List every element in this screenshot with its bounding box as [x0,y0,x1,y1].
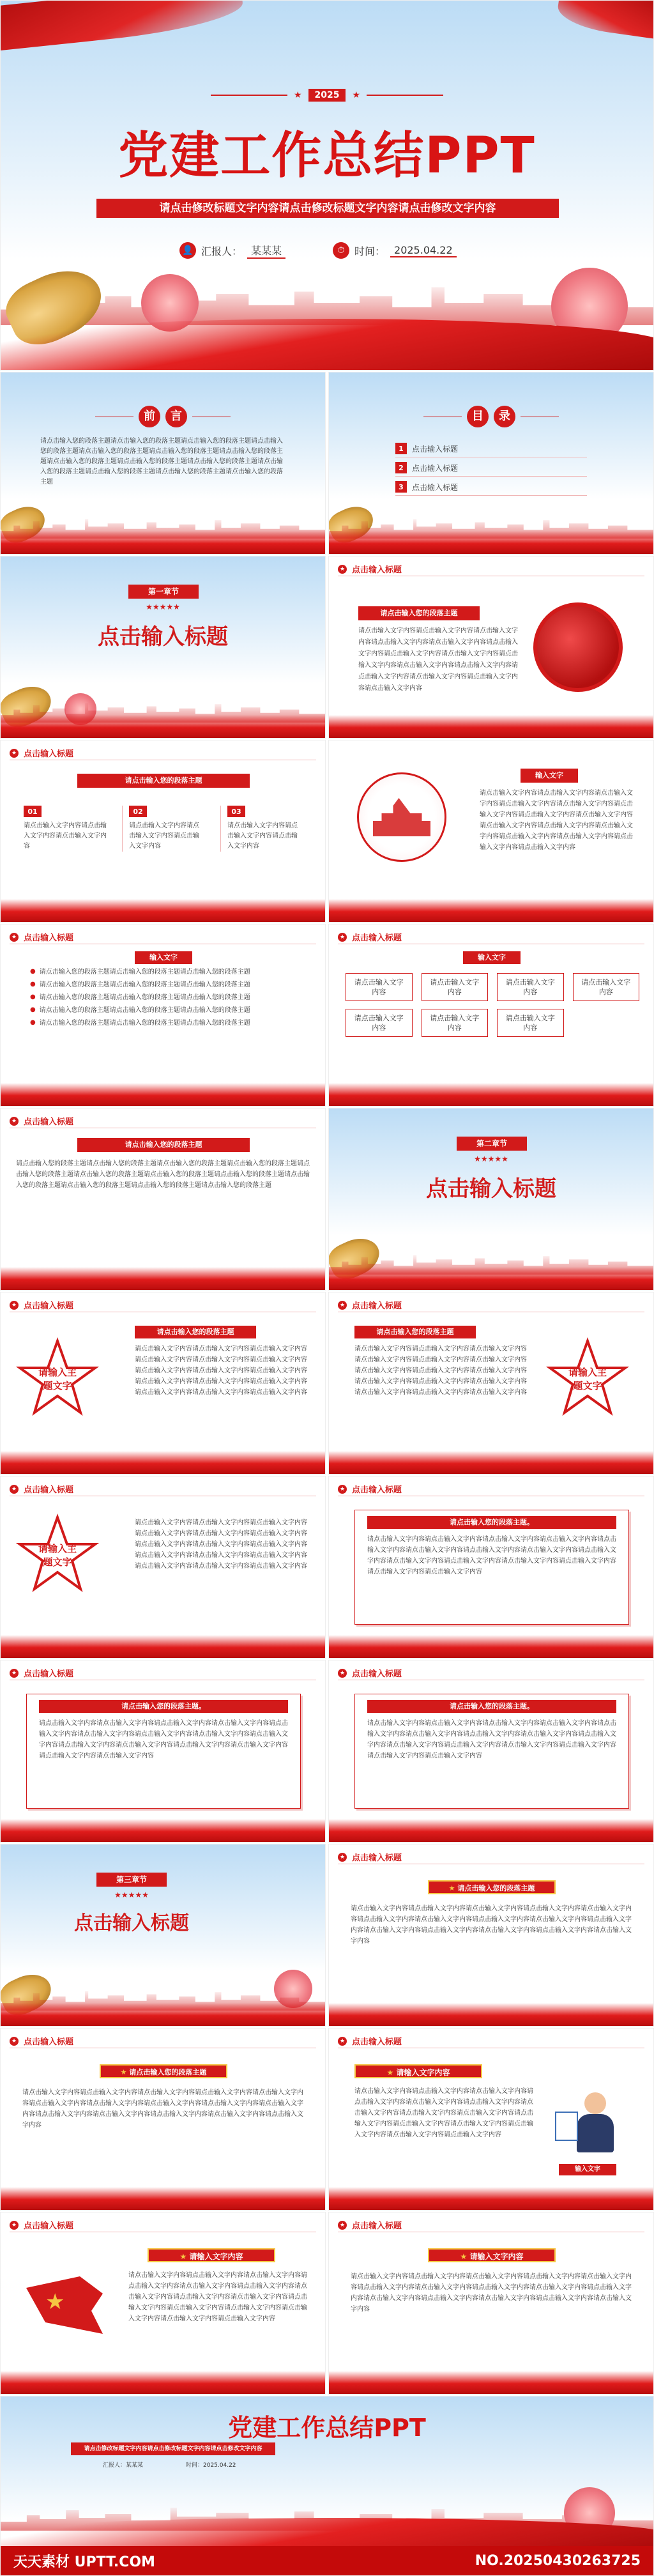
text-box[interactable]: 请点击输入文字内容 [422,1009,489,1037]
para-title[interactable]: ★ 请点击输入您的段落主题 [428,1880,556,1894]
section-title[interactable]: 点击输入标题 [74,1912,189,1935]
preface-text[interactable]: 请点击输入您的段落主题请点击输入您的段落主题请点击输入您的段落主题请点击输入您的段落主题请点击输入您的段落主题请点击输入您的段落主题请点击输入您的段落主题请点击输入您的段落主题请点击输入您的段落主题请点击输入您的段落主题请点击输入您的段落主题请点击输入您的段落主题请点击输入您的段落主题请点击输入您的段落主题 [40,438,283,486]
cover-slide[interactable] [0,0,654,371]
preface-slide[interactable] [0,372,326,555]
para-text[interactable]: 请点击输入文字内容请点击输入文字内容请点击输入文字内容请点击输入文字内容请点击输入文字内容请点击输入文字内容请点击输入文字内容请点击输入文字内容请点击输入文字内容请点击输入文字内容请点击输入文字内容请点击输入文字内容请点击输入文字内容请点击输入文字内容请点击输入文字内容 [351,2273,632,2313]
bullet-item[interactable]: ● 请点击输入您的段落主题请点击输入您的段落主题请点击输入您的段落主题 [30,968,250,976]
slide-header: ★ 点击输入标题 [338,931,402,943]
reporter-name[interactable]: 某某某 [247,243,285,259]
input-content-title[interactable]: ★ 请输入文字内容 [354,2064,482,2078]
content-slide-person[interactable] [328,2028,654,2211]
end-time: 时间：2025.04.22 [186,2462,236,2469]
bullet-list [30,968,298,1032]
watermark-brand: 天天素材 UPTT.COM [13,2554,155,2570]
cover-subtitle[interactable]: 请点击修改标题文字内容请点击修改标题文字内容请点击修改文字内容 [96,199,559,218]
clock-icon: ⏱ [333,242,349,259]
reporter-label: 汇报人： [201,245,243,257]
section1-slide[interactable] [0,556,326,739]
person-illustration [552,2086,623,2156]
red-wave [329,1083,653,1106]
reporter-info [179,242,285,259]
star-text[interactable]: 请输入主题文字 [38,1367,77,1392]
slide-header: ★ 点击输入标题 [10,2219,73,2231]
star-text[interactable]: 请输入主题文字 [568,1367,607,1392]
time-value[interactable]: 2025.04.22 [390,244,457,257]
red-wave [1,1451,325,1474]
toc-heading: 目 录 [329,406,653,427]
red-wave [1,1819,325,1842]
document-icon [555,2112,578,2141]
para-text[interactable]: 请点击输入您的段落主题请点击输入您的段落主题请点击输入您的段落主题请点击输入您的段落主题请点击输入您的段落主题请点击输入您的段落主题请点击输入您的段落主题请点击输入您的段落主题请点击输入您的段落主题请点击输入您的段落主题请点击输入您的段落主题请点击输入您的段落主题 [16,1160,310,1189]
red-wave [329,899,653,922]
col-3[interactable]: 03 请点击输入文字内容请点击输入文字内容请点击输入文字内容 [220,806,303,852]
toc-item[interactable]: 3 点击输入标题 [395,481,587,496]
user-icon: 👤 [179,242,196,259]
content-slide-star-left-2[interactable] [0,1476,326,1659]
time-label: 时间： [354,245,386,257]
section3-slide[interactable] [0,1844,326,2027]
red-silk [0,319,654,370]
red-wave [329,2003,653,2026]
toc-slide[interactable] [328,372,654,555]
slide-header: ★ 点击输入标题 [10,747,73,759]
content-slide-paper-3[interactable] [328,1660,654,1843]
text-box[interactable]: 请点击输入文字内容 [497,1009,564,1037]
section-title[interactable]: 点击输入标题 [98,624,228,650]
bullet-item[interactable]: ● 请点击输入您的段落主题请点击输入您的段落主题请点击输入您的段落主题 [30,1019,250,1027]
red-silk [0,2518,654,2550]
slide-header: ★ 点击输入标题 [338,1483,402,1495]
input-content-title[interactable]: ★ 请输入文字内容 [148,2248,275,2262]
para-text[interactable]: 请点击输入文字内容请点击输入文字内容请点击输入文字内容请点击输入文字内容请点击输入文字内容请点击输入文字内容请点击输入文字内容请点击输入文字内容请点击输入文字内容请点击输入文字内容请点击输入文字内容请点击输入文字内容请点击输入文字内容请点击输入文字内容请点击输入文字内容 [367,1536,616,1575]
box-grid [346,973,639,1037]
section-stars: ★★★★★ [114,1890,149,1899]
section-tag: 第三章节 [96,1873,167,1887]
content-slide-building[interactable] [328,740,654,923]
para-text[interactable]: 请点击输入文字内容请点击输入文字内容请点击输入文字内容请点击输入文字内容请点击输入文字内容请点击输入文字内容请点击输入文字内容请点击输入文字内容请点击输入文字内容请点击输入文字内容请点击输入文字内容请点击输入文字内容请点击输入文字内容请点击输入文字内容请点击输入文字内容 [128,2272,307,2322]
text-box[interactable]: 请点击输入文字内容 [346,973,413,1001]
section-title[interactable]: 点击输入标题 [426,1176,556,1202]
red-wave [1,2003,325,2026]
content-slide-bullets[interactable] [0,924,326,1107]
red-wave [329,531,653,554]
content-slide-centered[interactable] [328,1844,654,2027]
watermark-bar [1,2546,653,2575]
slide-header: ★ 点击输入标题 [338,1667,402,1679]
star-shape [546,1337,629,1420]
para-text[interactable]: 请点击输入文字内容请点击输入文字内容请点击输入文字内容请点击输入文字内容请点击输入文字内容请点击输入文字内容请点击输入文字内容请点击输入文字内容请点击输入文字内容请点击输入文字内容请点击输入文字内容请点击输入文字内容请点击输入文字内容请点击输入文字内容请点击输入文字内容 [358,627,518,692]
slide-header: ★ 点击输入标题 [10,1667,73,1679]
para-title[interactable]: 请点击输入您的段落主题 [135,1326,256,1338]
section-stars: ★★★★★ [474,1154,508,1163]
content-slide-star-right[interactable] [328,1292,654,1475]
end-subtitle[interactable]: 请点击修改标题文字内容请点击修改标题文字内容请点击修改文字内容 [71,2442,275,2455]
bullet-item[interactable]: ● 请点击输入您的段落主题请点击输入您的段落主题请点击输入您的段落主题 [30,993,250,1001]
section-stars: ★★★★★ [146,602,180,611]
col-1[interactable]: 01 请点击输入文字内容请点击输入文字内容请点击输入文字内容 [24,806,107,852]
input-text-title[interactable]: 输入文字 [135,951,192,964]
para-title[interactable]: ★ 请点击输入您的段落主题 [100,2064,227,2078]
watermark-number: NO.20250430263725 [475,2552,641,2569]
red-wave [329,2371,653,2394]
para-text[interactable]: 请点击输入文字内容请点击输入文字内容请点击输入文字内容请点击输入文字内容请点击输入文字内容请点击输入文字内容请点击输入文字内容请点击输入文字内容请点击输入文字内容请点击输入文字内容请点击输入文字内容请点击输入文字内容请点击输入文字内容请点击输入文字内容请点击输入文字内容 [480,790,633,851]
content-slide-centered-2[interactable] [0,2028,326,2211]
content-slide-three-col[interactable] [0,740,326,923]
year-banner: ★ 2025 ★ [1,89,653,102]
input-content-title[interactable]: ★ 请输入文字内容 [428,2248,556,2262]
content-slide-boxes[interactable] [328,924,654,1107]
content-slide-paper[interactable] [328,1476,654,1659]
content-slide-centered-3[interactable] [328,2212,654,2395]
para-title[interactable]: 请点击输入您的段落主题 [358,606,480,620]
red-wave [1,2371,325,2394]
slide-header: ★ 点击输入标题 [338,1299,402,1311]
slide-header: ★ 点击输入标题 [338,563,402,575]
text-box[interactable]: 请点击输入文字内容 [573,973,640,1001]
star-shape [16,1514,99,1597]
red-wave [1,899,325,922]
slide-header: ★ 点击输入标题 [338,1851,402,1863]
building-circle-image [357,772,446,862]
red-wave [1,1267,325,1290]
red-wave [1,2187,325,2210]
red-wave [1,531,325,554]
star-shape [16,1337,99,1420]
input-text-title[interactable]: 输入文字 [463,951,521,964]
para-text[interactable]: 请点击输入文字内容请点击输入文字内容请点击输入文字内容请点击输入文字内容请点击输入文字内容请点击输入文字内容请点击输入文字内容请点击输入文字内容请点击输入文字内容请点击输入文字内容请点击输入文字内容请点击输入文字内容请点击输入文字内容请点击输入文字内容请点击输入文字内容 [367,1720,616,1759]
para-text[interactable]: 请点击输入文字内容请点击输入文字内容请点击输入文字内容请点击输入文字内容请点击输入文字内容请点击输入文字内容请点击输入文字内容请点击输入文字内容请点击输入文字内容请点击输入文字内容请点击输入文字内容请点击输入文字内容请点击输入文字内容请点击输入文字内容请点击输入文字内容 [22,2089,303,2129]
content-slide-flag[interactable] [0,2212,326,2395]
time-info [333,242,457,259]
red-wave [1,1083,325,1106]
preface-heading: 前 言 [1,406,325,427]
slide-header: ★ 点击输入标题 [10,931,73,943]
para-text[interactable]: 请点击输入文字内容请点击输入文字内容请点击输入文字内容请点击输入文字内容请点击输入文字内容请点击输入文字内容请点击输入文字内容请点击输入文字内容请点击输入文字内容请点击输入文字内容请点击输入文字内容请点击输入文字内容请点击输入文字内容请点击输入文字内容请点击输入文字内容 [351,1905,632,1945]
content-slide-paper-2[interactable] [0,1660,326,1843]
red-wave [1,715,325,738]
text-box[interactable]: 请点击输入文字内容 [346,1009,413,1037]
input-text-title[interactable]: 输入文字 [521,769,578,783]
slide-header: ★ 点击输入标题 [10,1115,73,1127]
text-box[interactable]: 请点击输入文字内容 [497,973,564,1001]
bullet-item[interactable]: ● 请点击输入您的段落主题请点击输入您的段落主题请点击输入您的段落主题 [30,1006,250,1014]
content-slide-circle[interactable] [328,556,654,739]
end-title[interactable]: 党建工作总结PPT [228,2414,426,2442]
para-title[interactable]: 请点击输入您的段落主题。 [367,1516,616,1529]
toc-item[interactable]: 2 点击输入标题 [395,462,587,477]
para-text[interactable]: 请点击输入文字内容请点击输入文字内容请点击输入文字内容请点击输入文字内容请点击输入文字内容请点击输入文字内容请点击输入文字内容请点击输入文字内容请点击输入文字内容请点击输入文字内容请点击输入文字内容请点击输入文字内容请点击输入文字内容请点击输入文字内容请点击输入文字内容 [135,1519,307,1570]
para-text[interactable]: 请点击输入文字内容请点击输入文字内容请点击输入文字内容请点击输入文字内容请点击输入文字内容请点击输入文字内容请点击输入文字内容请点击输入文字内容请点击输入文字内容请点击输入文字内容请点击输入文字内容请点击输入文字内容请点击输入文字内容请点击输入文字内容请点击输入文字内容 [354,1346,527,1396]
para-text[interactable]: 请点击输入文字内容请点击输入文字内容请点击输入文字内容请点击输入文字内容请点击输入文字内容请点击输入文字内容请点击输入文字内容请点击输入文字内容请点击输入文字内容请点击输入文字内容请点击输入文字内容请点击输入文字内容请点击输入文字内容请点击输入文字内容请点击输入文字内容 [354,2088,533,2138]
star-text[interactable]: 请输入主题文字 [38,1543,77,1568]
red-wave [329,1451,653,1474]
section-tag: 第一章节 [128,585,199,599]
flag-ribbon-right [556,0,654,40]
red-wave [329,1267,653,1290]
star-icon: ★ [45,2289,65,2315]
para-title[interactable]: 请点击输入您的段落主题 [77,1138,250,1152]
cover-title[interactable]: 党建工作总结PPT [118,127,536,185]
slide-header: ★ 点击输入标题 [338,2035,402,2047]
content-slide-star-left[interactable] [0,1292,326,1475]
flag-ribbon [0,0,245,53]
red-wave [1,1635,325,1658]
para-text[interactable]: 请点击输入文字内容请点击输入文字内容请点击输入文字内容请点击输入文字内容请点击输入文字内容请点击输入文字内容请点击输入文字内容请点击输入文字内容请点击输入文字内容请点击输入文字内容请点击输入文字内容请点击输入文字内容请点击输入文字内容请点击输入文字内容请点击输入文字内容 [135,1346,307,1396]
para-title[interactable]: 请点击输入您的段落主题。 [367,1700,616,1713]
red-wave [329,1635,653,1658]
toc-item[interactable]: 1 点击输入标题 [395,443,587,457]
red-circle-image [533,602,623,692]
red-wave [329,1819,653,1842]
section2-slide[interactable] [328,1108,654,1291]
slide-header: ★ 点击输入标题 [10,2035,73,2047]
slide-header: ★ 点击输入标题 [10,1299,73,1311]
para-title[interactable]: 请点击输入您的段落主题 [77,774,250,788]
content-slide-long-text[interactable] [0,1108,326,1291]
slide-header: ★ 点击输入标题 [338,2219,402,2231]
bullet-item[interactable]: ● 请点击输入您的段落主题请点击输入您的段落主题请点击输入您的段落主题 [30,981,250,988]
text-box[interactable]: 请点击输入文字内容 [422,973,489,1001]
end-slide[interactable] [0,2396,654,2576]
para-title[interactable]: 请点击输入您的段落主题 [354,1326,476,1338]
year-badge: 2025 [308,89,346,102]
col-2[interactable]: 02 请点击输入文字内容请点击输入文字内容请点击输入文字内容 [122,806,205,852]
end-reporter: 汇报人：某某某 [103,2462,144,2469]
red-wave [329,2187,653,2210]
para-title[interactable]: 请点击输入您的段落主题。 [39,1700,288,1713]
section-tag: 第二章节 [457,1137,527,1151]
input-text-tag[interactable]: 输入文字 [559,2164,616,2175]
para-text[interactable]: 请点击输入文字内容请点击输入文字内容请点击输入文字内容请点击输入文字内容请点击输入文字内容请点击输入文字内容请点击输入文字内容请点击输入文字内容请点击输入文字内容请点击输入文字内容请点击输入文字内容请点击输入文字内容请点击输入文字内容请点击输入文字内容请点击输入文字内容 [39,1720,288,1759]
red-wave [329,715,653,738]
slide-header: ★ 点击输入标题 [10,1483,73,1495]
